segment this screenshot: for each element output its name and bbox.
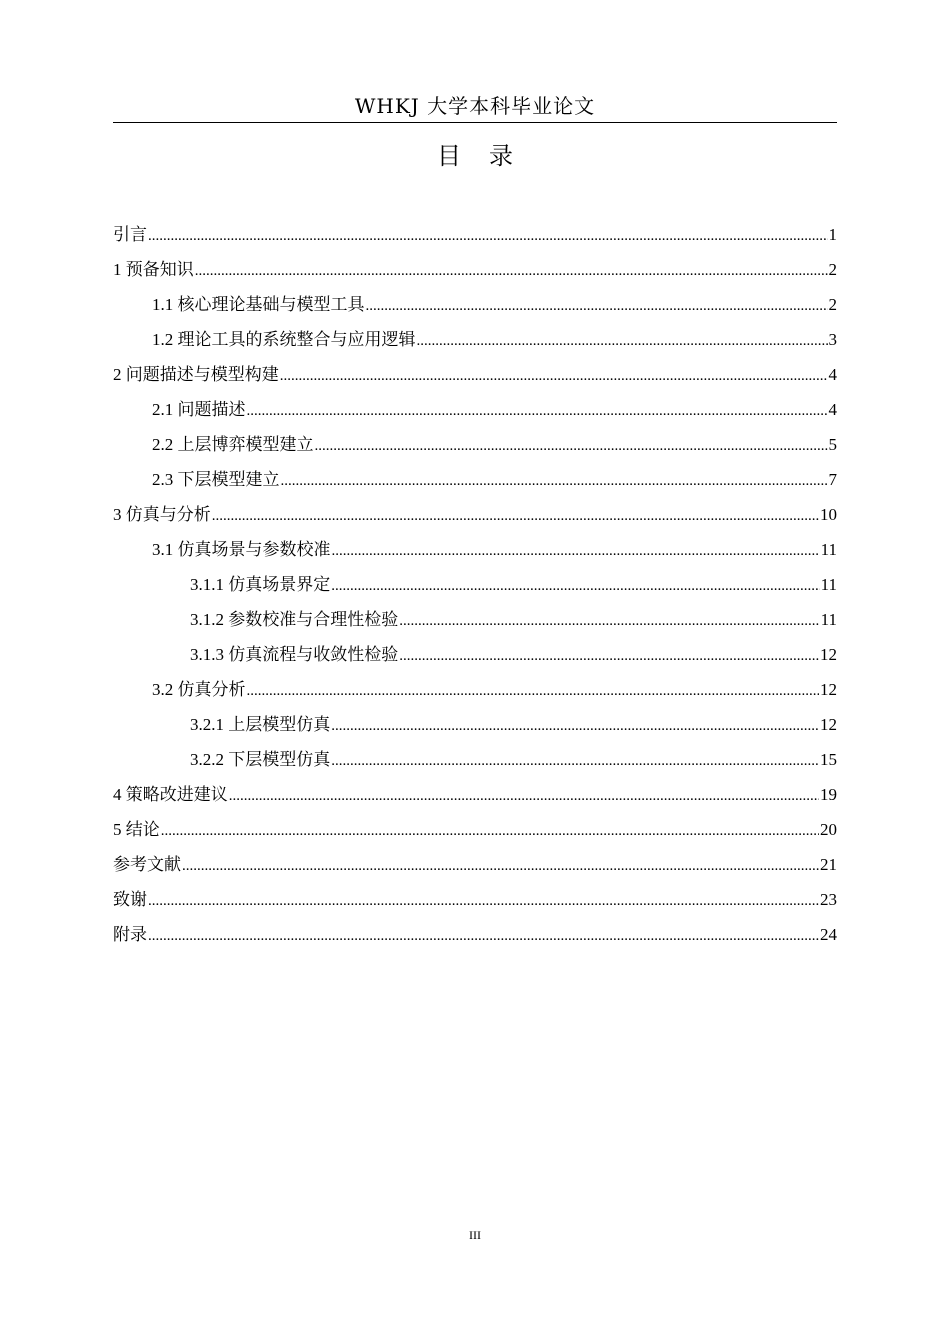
toc-entry[interactable] bbox=[113, 602, 837, 637]
toc-entry-page: 2 bbox=[828, 295, 837, 314]
toc-leader-dots bbox=[366, 289, 828, 324]
toc-entry[interactable] bbox=[113, 217, 837, 252]
toc-leader-dots bbox=[212, 499, 819, 534]
toc-entry-page: 12 bbox=[820, 645, 837, 664]
toc-entry-page: 4 bbox=[828, 365, 837, 384]
toc-entry-page: 21 bbox=[820, 855, 837, 874]
toc-entry-title: 4 策略改进建议 bbox=[113, 785, 228, 804]
toc-entry-title: 3.1.3 仿真流程与收敛性检验 bbox=[190, 645, 399, 664]
toc-entry-title: 1.1 核心理论基础与模型工具 bbox=[152, 295, 365, 314]
page-header bbox=[113, 92, 837, 123]
toc-leader-dots bbox=[161, 814, 819, 849]
toc-entry-title: 2.3 下层模型建立 bbox=[152, 470, 280, 489]
toc-entry[interactable] bbox=[113, 532, 837, 567]
toc-entry[interactable] bbox=[113, 357, 837, 392]
toc-entry[interactable] bbox=[113, 812, 837, 847]
toc-entry[interactable] bbox=[113, 742, 837, 777]
header-title: WHKJ 大学本科毕业论文 bbox=[354, 94, 596, 118]
toc-entry-page: 7 bbox=[828, 470, 837, 489]
toc-entry[interactable] bbox=[113, 777, 837, 812]
toc-entry-title: 5 结论 bbox=[113, 820, 160, 839]
toc-entry[interactable] bbox=[113, 287, 837, 322]
toc-entry[interactable] bbox=[113, 497, 837, 532]
toc-leader-dots bbox=[331, 709, 819, 744]
toc-leader-dots bbox=[399, 604, 819, 639]
toc-entry[interactable] bbox=[113, 392, 837, 427]
toc-leader-dots bbox=[148, 919, 819, 954]
toc-leader-dots bbox=[195, 254, 828, 289]
toc-leader-dots bbox=[229, 779, 819, 814]
toc-entry[interactable] bbox=[113, 917, 837, 952]
toc-entry[interactable] bbox=[113, 707, 837, 742]
toc-entry[interactable] bbox=[113, 252, 837, 287]
toc-leader-dots bbox=[331, 569, 819, 604]
toc-entry-page: 12 bbox=[820, 715, 837, 734]
table-of-contents bbox=[113, 217, 837, 952]
toc-leader-dots bbox=[417, 324, 828, 359]
page-number: III bbox=[469, 1228, 481, 1242]
toc-entry-title: 3.2.2 下层模型仿真 bbox=[190, 750, 331, 769]
toc-leader-dots bbox=[182, 849, 819, 884]
toc-entry-title: 3.1 仿真场景与参数校准 bbox=[152, 540, 331, 559]
toc-leader-dots bbox=[281, 464, 828, 499]
toc-entry[interactable] bbox=[113, 322, 837, 357]
toc-entry-page: 2 bbox=[828, 260, 837, 279]
toc-entry-page: 11 bbox=[820, 575, 837, 594]
toc-entry-page: 10 bbox=[820, 505, 837, 524]
toc-entry-title: 2 问题描述与模型构建 bbox=[113, 365, 279, 384]
toc-entry-page: 11 bbox=[820, 540, 837, 559]
toc-entry[interactable] bbox=[113, 567, 837, 602]
toc-entry[interactable] bbox=[113, 427, 837, 462]
toc-entry-page: 23 bbox=[820, 890, 837, 909]
toc-entry-page: 1 bbox=[828, 225, 837, 244]
toc-entry-title: 3.2.1 上层模型仿真 bbox=[190, 715, 331, 734]
toc-entry[interactable] bbox=[113, 462, 837, 497]
toc-leader-dots bbox=[399, 639, 819, 674]
toc-entry-title: 3 仿真与分析 bbox=[113, 505, 211, 524]
toc-entry-title: 附录 bbox=[113, 925, 147, 944]
toc-entry-title: 引言 bbox=[113, 225, 147, 244]
toc-entry-title: 1 预备知识 bbox=[113, 260, 194, 279]
toc-entry[interactable] bbox=[113, 882, 837, 917]
toc-leader-dots bbox=[331, 744, 819, 779]
toc-entry-title: 致谢 bbox=[113, 890, 147, 909]
toc-leader-dots bbox=[315, 429, 828, 464]
toc-entry[interactable] bbox=[113, 637, 837, 672]
toc-entry-title: 参考文献 bbox=[113, 855, 181, 874]
toc-leader-dots bbox=[332, 534, 820, 569]
toc-entry-page: 11 bbox=[820, 610, 837, 629]
toc-entry-page: 3 bbox=[828, 330, 837, 349]
toc-entry-page: 5 bbox=[828, 435, 837, 454]
toc-entry-title: 3.2 仿真分析 bbox=[152, 680, 246, 699]
toc-entry-page: 19 bbox=[820, 785, 837, 804]
toc-leader-dots bbox=[247, 394, 828, 429]
toc-entry-title: 2.1 问题描述 bbox=[152, 400, 246, 419]
toc-entry-title: 2.2 上层博弈模型建立 bbox=[152, 435, 314, 454]
toc-leader-dots bbox=[148, 884, 819, 919]
toc-leader-dots bbox=[148, 219, 828, 254]
toc-entry[interactable] bbox=[113, 847, 837, 882]
toc-entry[interactable] bbox=[113, 672, 837, 707]
toc-entry-page: 15 bbox=[820, 750, 837, 769]
toc-entry-page: 12 bbox=[820, 680, 837, 699]
toc-entry-title: 3.1.2 参数校准与合理性检验 bbox=[190, 610, 399, 629]
toc-leader-dots bbox=[247, 674, 820, 709]
toc-entry-title: 1.2 理论工具的系统整合与应用逻辑 bbox=[152, 330, 416, 349]
toc-entry-page: 4 bbox=[828, 400, 837, 419]
toc-leader-dots bbox=[280, 359, 828, 394]
toc-entry-page: 24 bbox=[820, 925, 837, 944]
toc-entry-page: 20 bbox=[820, 820, 837, 839]
toc-entry-title: 3.1.1 仿真场景界定 bbox=[190, 575, 331, 594]
toc-heading: 目录 bbox=[437, 142, 541, 170]
